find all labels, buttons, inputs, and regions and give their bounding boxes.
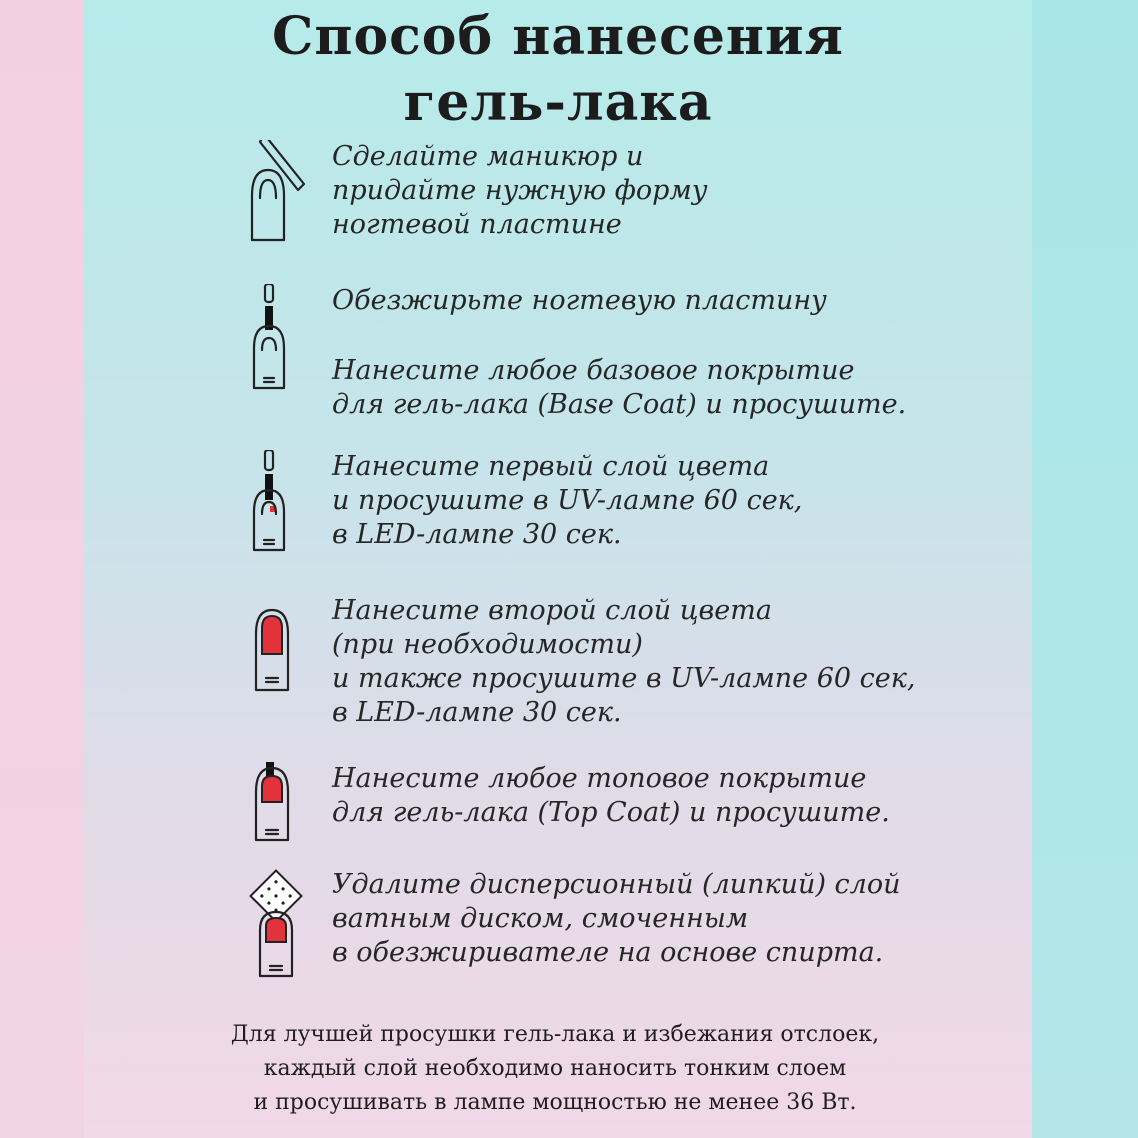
step-4-text: [332, 450, 1022, 552]
step-4-line-3: в LED-лампе 30 сек.: [332, 519, 622, 550]
step-7-line-2: ватным диском, смоченным: [332, 903, 749, 934]
step-7-line-1: Удалите дисперсионный (липкий) слой: [332, 869, 901, 900]
title-line-1: Способ нанесения: [272, 6, 844, 67]
footer-line-1: Для лучшей просушки гель-лака и избежания отслоек,: [230, 1022, 880, 1047]
step-5-line-4: в LED-лампе 30 сек.: [332, 697, 622, 728]
footer-line-3: и просушивать в лампе мощностью не менее 36 Вт.: [253, 1090, 857, 1115]
step-3-line-2: для гель-лака (Base Coat) и просушите.: [332, 389, 907, 420]
step-7-text: [332, 868, 1022, 970]
cotton-pad-icon: [232, 868, 322, 988]
title-line-2: гель-лака: [403, 72, 713, 133]
step-4-line-2: и просушите в UV-лампе 60 сек,: [332, 485, 803, 516]
step-6-text: [332, 762, 1022, 830]
top-coat-icon: [232, 762, 322, 882]
step-5-line-1: Нанесите второй слой цвета: [332, 595, 772, 626]
step-7-line-3: в обезжиривателе на основе спирта.: [332, 937, 884, 968]
footer-line-2: каждый слой необходимо наносить тонким слоем: [263, 1056, 847, 1081]
left-background-strip: [0, 0, 84, 1138]
step-2-text: [332, 284, 1022, 318]
step-2-line-1: Обезжирьте ногтевую пластину: [332, 285, 827, 316]
step-5-text: [332, 594, 1022, 730]
step-1-line-1: Сделайте маникюр и: [332, 141, 644, 172]
right-background-strip: [1032, 0, 1138, 1138]
step-1-line-3: ногтевой пластине: [332, 209, 622, 240]
degreaser-bottle-icon: [232, 284, 322, 404]
first-color-layer-icon: [232, 450, 322, 570]
step-1-line-2: придайте нужную форму: [332, 175, 708, 206]
second-color-layer-icon: [232, 594, 322, 714]
nail-file-icon: [232, 140, 322, 260]
step-4-line-1: Нанесите первый слой цвета: [332, 451, 770, 482]
footer-note: [110, 1018, 1000, 1120]
page-title: [84, 4, 1032, 136]
step-1-text: [332, 140, 1022, 242]
step-6-line-1: Нанесите любое топовое покрытие: [332, 763, 867, 794]
step-6-line-2: для гель-лака (Top Coat) и просушите.: [332, 797, 890, 828]
step-3-line-1: Нанесите любое базовое покрытие: [332, 355, 855, 386]
step-5-line-3: и также просушите в UV-лампе 60 сек,: [332, 663, 916, 694]
step-3-text: [332, 354, 1022, 422]
step-5-line-2: (при необходимости): [332, 629, 643, 660]
